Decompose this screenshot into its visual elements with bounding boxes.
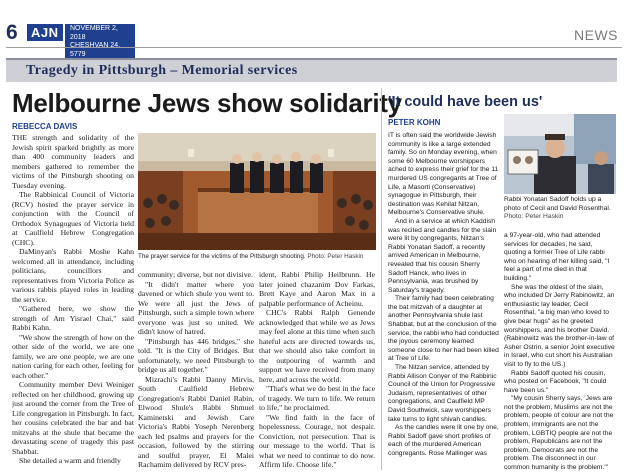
paragraph: Mizrachi's Rabbi Danny Mirvis, South Caulfield Hebrew Congregation's Rabbi Daniel Rabin, Elwood Shule's Rabbi Shmuel Kaminetski and Jewish Care Victoria's Rabbi Yoseph Nerenberg each led psalms and prayers for the occasion, followed by the stirring and soulful prayer, El Malei Rachamim delivered by RCV pres- [138, 374, 254, 469]
paragraph: "It didn't matter where you davened or which shule you went to. We were all just the Jews of Pittsburgh, such a simple town where everyone was just so united. We didn't know of hatred. [138, 279, 254, 336]
paragraph: IT is often said the worldwide Jewish community is like a large extended family. So on Monday evening, when some 60 Melbourne worshippers ached to express their grief for the 11 murdered US congregants at Tree of Life, a Masorti (Conservative) synagogue in Pittsburgh, their destination was Kehilat Nitzan, Melbourne's Conservative shule. [388, 132, 499, 217]
page-number: 6 [6, 21, 18, 44]
paragraph: The Rabbinical Council of Victoria (RCV) hosted the prayer service in conjunction with the Council of Orthodox Synagogues of Victoria held at Caulfield Hebrew Congregation (CHC). [12, 190, 134, 247]
paragraph: ident, Rabbi Philip Heilbrunn. He later joined chazanim Dov Farkas, Brett Kaye and Aaron Max in a palpable performance of Acheinu. [259, 270, 375, 308]
paragraph: As the candles were lit one by one, Rabbi Sadoff gave short profiles of each of the murdered American congregants. Rose Mallinger was [388, 424, 499, 457]
issue-date [65, 24, 135, 60]
paragraph: She was the oldest of the slain, who included Dr Jerry Rabinowitz, an enthusiastic lay leader, Cecil Rosenthal, "a big man who loved to give bear hugs" as he greeted worshippers, and his brother David. (Rabinowitz was the brother-in-law of Asher Ostrin, a senior Joint executive in Israel, who cut short his Australian visit to fly to the US.) [504, 283, 615, 368]
paragraph: "Pittsburgh has 446 bridges," she told. "It is the City of Bridges. But unfortunately, we need Pittsburgh to bridge us all together." [138, 336, 254, 374]
sidebar-column-2 [504, 232, 616, 474]
paragraph: The Nitzan service, attended by Rabbi Allison Conyer of the Rabbinic Council of the Union for Progressive Judaism, representatives of other congregations, and Caulfield MP David Southwick, saw worshippers take turns to light shivah candles. [388, 364, 497, 423]
main-article-column-1 [12, 133, 134, 473]
ajn-logo: AJN [27, 24, 63, 41]
rabbi-sadoff-photo-art [504, 114, 616, 194]
prayer-service-photo [138, 133, 376, 250]
main-article-column-2 [138, 270, 254, 473]
sidebar-headline: 'It could have been us' [388, 94, 543, 110]
sidebar-column-1 [388, 132, 500, 474]
caption-text: Rabbi Yonatan Sadoff holds up a photo of Cecil and David Rosenthal. [504, 196, 611, 212]
paragraph: "That's what we do best in the face of tragedy. We turn to life. We return to life," he proclaimed. [259, 384, 375, 412]
paragraph: And in a service at which Kaddish was recited and candles for the slain were lit by congregants, Nitzan's Rabbi Yonatan Sadoff, a recently arrived American in Melbourne, revealed that his cousin Sherry Sadoff Hanck, who lives in Pennsylvania, was brushed by Saturday's tragedy. [388, 217, 497, 294]
paragraph: Their family had been celebrating the bat mitzvah of a daughter at another Pennsylvania shule last Shabbat, but at the conclusion of the service, the rabbi who had conducted the joyous ceremony learned someone close to her had been killed at Tree of Life. [388, 295, 499, 363]
topic-banner-text: Tragedy in Pittsburgh – Memorial services [26, 63, 298, 78]
paragraph: CHC's Rabbi Ralph Genende acknowledged that while we as Jews may feel alone at this time when such hateful acts are directed towards us, that we should also take comfort in the outpouring of warmth and support we have received from many here, and across the world. [259, 308, 375, 384]
section-label: NEWS [574, 27, 618, 43]
prayer-service-photo-art [138, 133, 376, 250]
paragraph: THE strength and solidarity of the Jewish spirit sparked brightly as more than 400 community leaders and members gathered to remember the victims of the Pittsburgh shooting on Tuesday evening. [12, 133, 134, 190]
paragraph: Community member Devi Weiniger reflected on her childhood, growing up just around the corner from the Tree of Life congregation in Pittsburgh. In fact, her cousins celebrated the bar and bat mitzvahs at the shule that became the devastating scene of tragedy this past Shabbat. [12, 380, 134, 456]
paragraph: Rabbi Sadoff quoted his cousin, who posted on Facebook, "It could have been us." [504, 369, 607, 394]
photo-credit: Photo: Peter Haskin [307, 253, 364, 260]
column-divider [381, 88, 382, 470]
paragraph: "We find faith in the face of hopelessness. Courage, not despair. Conviction, not persecution. That is our message to the world. That is what we need to continue to do now. Affirm life. Choose life." [259, 412, 375, 469]
paragraph: "My cousin Sherry says, 'Jews are not the problem, Muslims are not the problem, people of colour are not the problem, immigrants are not the problem, LGBTIQ people are not the problem, Republicans are not the problem, Democrats are not the problem. The disconnect in our common humanity is the problem.'" [504, 395, 614, 472]
main-byline: REBECCA DAVIS [12, 122, 78, 131]
main-article-column-3 [259, 270, 375, 473]
paragraph: a 97-year-old, who had attended services for decades, he said, quoting a former Tree of Life rabbi who on hearing of her killing said, "I feel a part of me died in that building." [504, 232, 610, 282]
paragraph: community; diverse, but not divisive. [138, 270, 253, 279]
rabbi-photo-caption [504, 196, 618, 222]
prayer-photo-caption [138, 253, 378, 260]
issue-date-gregorian: NOVEMBER 2, 2018 [70, 25, 118, 41]
issue-date-hebrew: CHESHVAN 24, 5779 [70, 42, 121, 58]
paragraph: DaMinyan's Rabbi Moshe Kahn welcomed all in attendance, including politicians, councillors and representatives from Victoria Police as various rabbis played roles in leading the service. [12, 247, 134, 304]
paragraph: She detailed a warm and friendly [19, 456, 121, 465]
rabbi-sadoff-photo [504, 114, 616, 194]
paragraph: "We show the strength of how on the other side of the world, we are one family, we are one people, we are one nation caring for each other, feeling for each other." [12, 332, 134, 380]
topic-banner [6, 58, 617, 82]
photo-credit: Photo: Peter Haskin [504, 213, 564, 221]
paragraph: "Gathered here, we show the strength of Am Yisrael Chai," said Rabbi Kahn. [12, 304, 134, 332]
caption-text: The prayer service for the victims of the Pittsburgh shooting. [138, 253, 306, 260]
header-divider [6, 47, 622, 48]
main-headline: Melbourne Jews show solidarity [12, 88, 402, 118]
sidebar-byline: PETER KOHN [388, 118, 441, 127]
